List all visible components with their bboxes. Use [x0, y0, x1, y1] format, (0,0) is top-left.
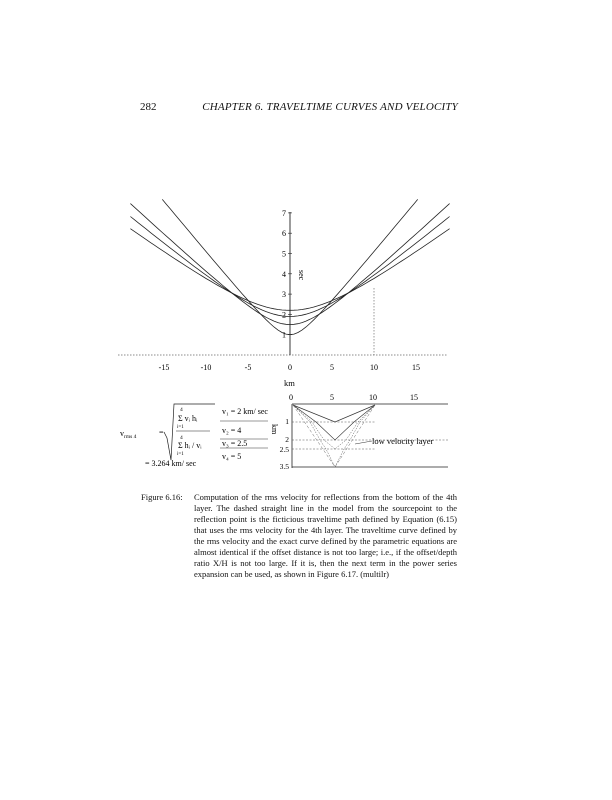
x-tick-label: -15 [158, 363, 170, 372]
depth-tick-1: 1 [285, 417, 289, 426]
model-top-tick-5: 5 [330, 393, 334, 402]
low-velocity-label: low velocity layer [372, 436, 434, 446]
traveltime-plot [118, 199, 450, 388]
time-axis-label: sec [297, 270, 306, 281]
low-velocity-pointer [355, 441, 372, 444]
layer-4-velocity: v₄ = 5 [222, 452, 242, 461]
layer-3-velocity: v₃ = 2.5 [222, 439, 248, 448]
y-tick-label: 2 [282, 310, 286, 320]
layer-2-velocity: v₂ = 4 [222, 426, 242, 435]
caption-text: Computation of the rms velocity for reflections from the bottom of the 4th layer. The dashed straight line in the model from the sourcepoint to the reflection point is the ficticious traveltime path defined by Equation (6.15) that uses the rms velocity for the 4th layer. The traveltime curve defined by the rms velocity and the exact curve defined by the parametric equations are almost identical if the offset distance is not too large; i.e., if the offset/depth ratio X/H is not too large. If it is, then the next term in the power series expansion can be used, as shown in Figure 6.17. (multilr) [194, 492, 457, 579]
y-tick-label: 3 [282, 290, 286, 300]
x-tick-label: 10 [370, 363, 378, 372]
x-tick-label: -5 [244, 363, 252, 372]
y-tick-label: 6 [282, 229, 286, 239]
depth-tick-3-5: 3.5 [279, 462, 289, 471]
running-head: CHAPTER 6. TRAVELTIME CURVES AND VELOCITY [202, 101, 458, 113]
numerator-sum: Σ vᵢ hᵢ [178, 414, 198, 423]
svg-text:=: = [159, 428, 164, 437]
x-tick-label: 0 [288, 363, 292, 372]
depth-tick-2: 2 [285, 435, 289, 444]
denominator-sum: Σ hᵢ / vᵢ [178, 441, 202, 450]
numerator-limit-bottom: i=1 [177, 425, 184, 430]
model-top-tick-0: 0 [289, 393, 293, 402]
x-tick-label: -10 [200, 363, 212, 372]
x-tick-label: 5 [330, 363, 334, 372]
vrms-result: = 3.264 km/ sec [145, 459, 197, 468]
y-tick-label: 5 [282, 249, 286, 259]
depth-tick-2-5: 2.5 [279, 445, 289, 454]
layer-1-velocity: v₁ = 2 km/ sec [222, 407, 268, 416]
page-number: 282 [140, 101, 157, 113]
y-tick-label: 1 [282, 330, 286, 340]
y-tick-label: 4 [282, 269, 286, 279]
depth-axis-label: km [270, 424, 279, 435]
velocity-model [120, 393, 448, 471]
figure-caption [141, 492, 457, 580]
ray-layer-1 [293, 405, 375, 422]
caption-label: Figure 6.16: [141, 492, 183, 502]
sqrt-sign [164, 404, 215, 460]
numerator-limit-top: 4 [180, 407, 183, 413]
model-top-tick-15: 15 [410, 393, 418, 402]
vrms-symbol: v [120, 429, 124, 438]
offset-axis-label: km [284, 378, 295, 388]
denominator-limit-top: 4 [180, 435, 183, 441]
vrms-formula [120, 404, 215, 460]
x-tick-label: 15 [412, 363, 420, 372]
model-top-tick-10: 10 [369, 393, 377, 402]
denominator-limit-bottom: i=1 [177, 452, 184, 457]
svg-text:vrms 4 [120, 429, 137, 440]
y-tick-label: 7 [282, 208, 286, 218]
vrms-subscript: rms 4 [124, 434, 137, 440]
